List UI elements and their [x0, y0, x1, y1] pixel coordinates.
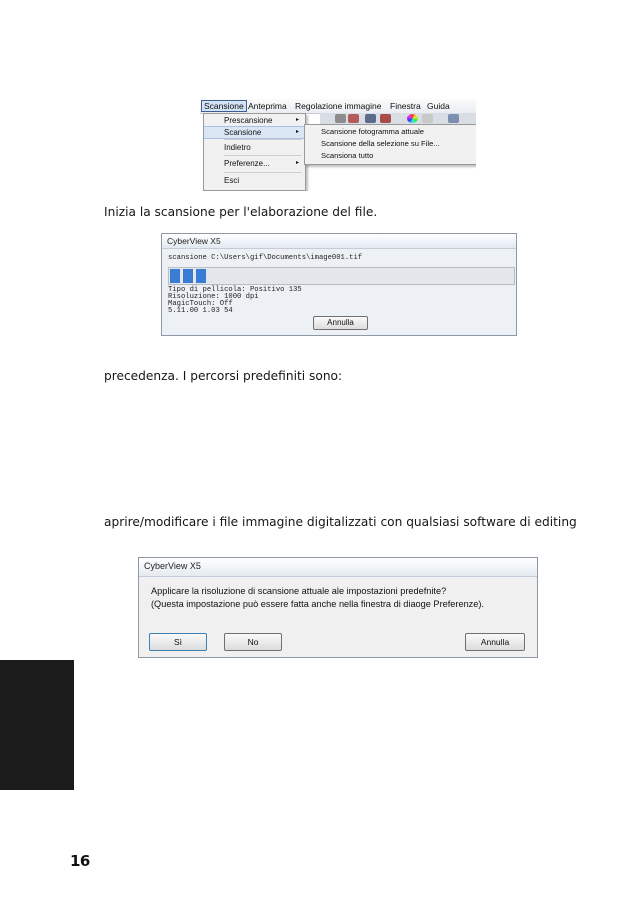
- scan-progress-dialog: [161, 233, 517, 336]
- menu-item-label: Preferenze...: [224, 159, 270, 168]
- cancel-button[interactable]: Annulla: [465, 633, 525, 651]
- progress-bar: [168, 267, 515, 285]
- menu-item-label: Esci: [224, 176, 240, 185]
- menu-item-indietro[interactable]: [204, 142, 305, 153]
- scansione-submenu: [304, 124, 476, 165]
- menubar-item-anteprima[interactable]: Anteprima: [248, 101, 287, 111]
- scansione-menu: [203, 113, 306, 191]
- menubar: [200, 99, 476, 114]
- toolbar-color-wheel-icon[interactable]: [407, 114, 418, 123]
- paragraph-default-paths: precedenza. I percorsi predefiniti sono:: [104, 369, 343, 383]
- menubar-item-guida[interactable]: Guida: [427, 101, 450, 111]
- menubar-item-scansione[interactable]: Scansione: [201, 100, 247, 112]
- submenu-item-selezione-su-file[interactable]: Scansione della selezione su File...: [321, 139, 440, 148]
- yes-button[interactable]: Sì: [149, 633, 207, 651]
- confirm-note: (Questa impostazione può essere fatta anche nella finestra di diaoge Preferenze).: [151, 599, 484, 609]
- menu-item-esci[interactable]: [204, 175, 305, 186]
- menu-separator: [224, 155, 302, 156]
- dialog-title: CyberView X5: [167, 236, 221, 246]
- submenu-arrow-icon: ▸: [295, 160, 299, 166]
- section-side-tab: [0, 660, 74, 790]
- menu-screenshot: [200, 99, 476, 191]
- menu-item-label: Prescansione: [224, 116, 273, 125]
- confirm-question: Applicare la risoluzione di scansione attuale ale impostazioni predefnite?: [151, 586, 447, 596]
- toolbar-film-icon[interactable]: [335, 114, 346, 123]
- dialog-titlebar: [139, 558, 537, 577]
- resolution-text: Risoluzione: 1000 dpi: [168, 293, 259, 301]
- page-number: 16: [70, 852, 90, 870]
- no-button[interactable]: No: [224, 633, 282, 651]
- toolbar-image-icon[interactable]: [348, 114, 359, 123]
- film-type-text: Tipo di pellicola: Positivo 135: [168, 286, 302, 294]
- paragraph-start-scan: Inizia la scansione per l'elaborazione del file.: [104, 205, 378, 219]
- menu-item-preferenze[interactable]: [204, 158, 305, 169]
- dialog-titlebar: [162, 234, 516, 249]
- cancel-button[interactable]: Annulla: [313, 316, 368, 330]
- menu-separator: [224, 172, 302, 173]
- magictouch-text: MagicTouch: Off: [168, 300, 233, 308]
- menu-item-scansione[interactable]: [204, 126, 305, 139]
- toolbar-tool-icon[interactable]: [448, 114, 459, 123]
- menubar-item-finestra[interactable]: Finestra: [390, 101, 421, 111]
- menu-item-label: Indietro: [224, 143, 251, 152]
- scan-file-path: scansione C:\Users\gif\Documents\image001.tif: [168, 254, 363, 262]
- toolbar-photo-icon[interactable]: [380, 114, 391, 123]
- menubar-item-regolazione[interactable]: Regolazione immagine: [295, 101, 382, 111]
- submenu-arrow-icon: ▸: [295, 117, 299, 123]
- progress-bar-fill: [170, 269, 208, 283]
- submenu-arrow-icon: ▸: [295, 129, 299, 135]
- menu-item-prescansione[interactable]: [204, 115, 305, 126]
- resolution-confirm-dialog: [138, 557, 538, 658]
- submenu-item-fotogramma-attuale[interactable]: Scansione fotogramma attuale: [321, 127, 424, 136]
- timing-text: 5.11.00 1.03 54: [168, 307, 233, 315]
- menu-item-label: Scansione: [224, 128, 262, 137]
- dialog-title: CyberView X5: [144, 561, 201, 571]
- menu-separator: [224, 139, 302, 140]
- toolbar-grid-icon[interactable]: [422, 114, 433, 123]
- submenu-item-scansiona-tutto[interactable]: Scansiona tutto: [321, 151, 374, 160]
- paragraph-open-edit: aprire/modificare i file immagine digitalizzati con qualsiasi software di editing: [104, 515, 577, 529]
- toolbar-filmstrip-icon[interactable]: [365, 114, 376, 123]
